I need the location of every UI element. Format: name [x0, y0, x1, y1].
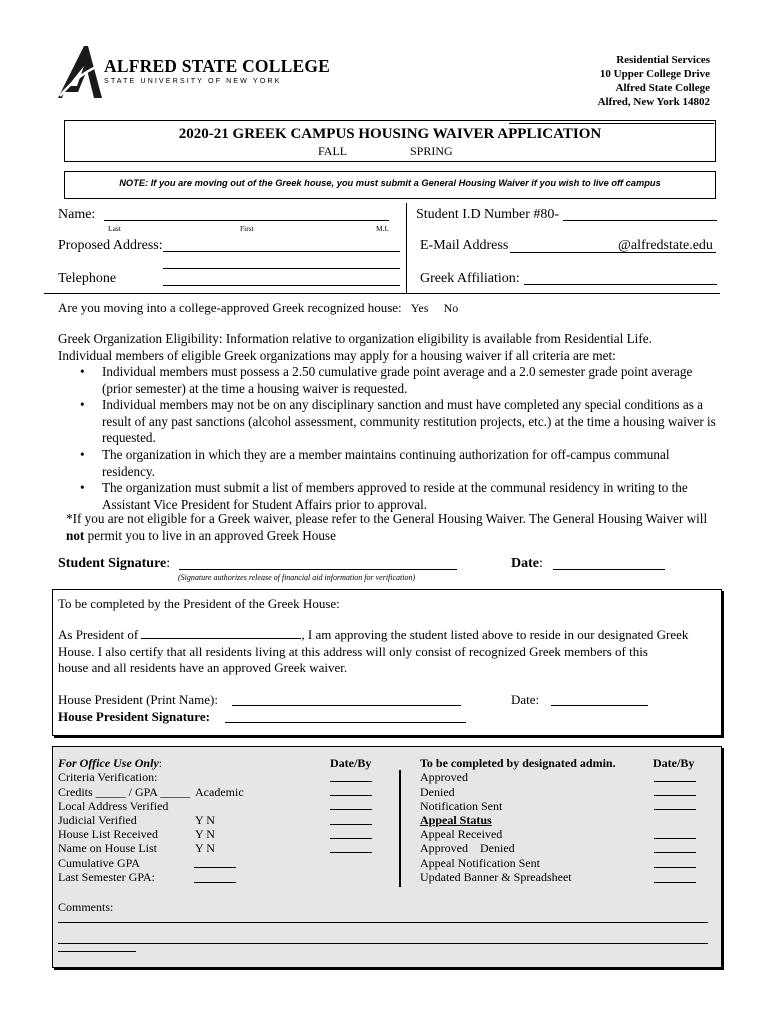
- dateby-field[interactable]: [654, 781, 696, 782]
- president-signature-label: House President Signature:: [58, 709, 210, 724]
- title-rule: [509, 123, 714, 124]
- updated-banner-label: Updated Banner & Spreadsheet: [420, 870, 572, 884]
- house-list-yn[interactable]: Y N: [195, 827, 215, 841]
- college-logo-mark-icon: [58, 46, 104, 98]
- president-date-field[interactable]: [551, 705, 648, 706]
- college-subtitle: STATE UNIVERSITY OF NEW YORK: [104, 76, 282, 85]
- eligibility-intro-line-1: Greek Organization Eligibility: Information relative to organization eligibility is available from Residential Life.: [58, 331, 652, 346]
- president-print-name-field[interactable]: [232, 705, 461, 706]
- form-title: 2020-21 GREEK CAMPUS HOUSING WAIVER APPLICATION: [178, 126, 602, 142]
- office-row-name-on-list: Name on House List: [58, 841, 157, 855]
- president-print-name-label: House President (Print Name):: [58, 692, 218, 707]
- proposed-address-label: Proposed Address:: [58, 238, 163, 253]
- dateby-header-right: Date/By: [653, 756, 695, 770]
- address-line-1: Residential Services: [616, 54, 710, 66]
- office-box-shadow: [722, 748, 724, 970]
- yes-label: Yes: [410, 301, 429, 315]
- dateby-field[interactable]: [654, 852, 696, 853]
- criteria-item: • The organization in which they are a member maintains continuing authorization for off-campus communal residency.: [80, 447, 720, 480]
- dateby-field[interactable]: [330, 795, 372, 796]
- dateby-field[interactable]: [330, 852, 372, 853]
- appeal-decision-options[interactable]: Approved Denied: [420, 841, 515, 855]
- greek-house-question: [58, 300, 458, 316]
- office-row-house-list: House List Received: [58, 827, 158, 841]
- spring-option[interactable]: [410, 144, 453, 159]
- first-label: First: [240, 224, 254, 233]
- spring-label: SPRING: [410, 144, 453, 158]
- telephone-field[interactable]: [163, 285, 400, 286]
- office-row-last-semester-gpa: Last Semester GPA:: [58, 870, 155, 884]
- office-use-title: For Office Use Only:: [58, 756, 163, 770]
- greek-house-name-field[interactable]: [141, 627, 301, 639]
- dateby-field[interactable]: [654, 809, 696, 810]
- criteria-item: • The organization must submit a list of members approved to reside at the communal residency in writing to the Assistant Vice President for Student Affairs prior to approval.: [80, 480, 720, 513]
- name-on-list-yn[interactable]: Y N: [195, 841, 215, 855]
- judicial-yn[interactable]: Y N: [195, 813, 215, 827]
- email-label: E-Mail Address: [420, 238, 509, 253]
- info-divider: [406, 203, 407, 293]
- admin-heading: To be completed by designated admin.: [420, 756, 616, 770]
- office-row-judicial: Judicial Verified: [58, 813, 137, 827]
- no-label: No: [443, 301, 459, 315]
- office-row-credits: Credits _____ / GPA _____: [58, 785, 191, 799]
- note-text: NOTE: If you are moving out of the Greek house, you must submit a General Housing Waiver if you wish to live off campus: [119, 178, 661, 188]
- student-id-field[interactable]: [563, 220, 717, 221]
- question-text: Are you moving into a college-approved Greek recognized house:: [58, 300, 402, 315]
- denied-option[interactable]: Denied: [420, 785, 455, 799]
- comments-line[interactable]: [58, 951, 136, 952]
- office-row-local-address: Local Address Verified: [58, 799, 169, 813]
- eligibility-intro-line-2: Individual members of eligible Greek organizations may apply for a housing waiver if all criteria are met:: [58, 347, 616, 363]
- president-heading: To be completed by the President of the Greek House:: [58, 596, 340, 611]
- appeal-notification-option[interactable]: Appeal Notification Sent: [420, 856, 540, 870]
- academic-option[interactable]: Academic: [195, 785, 244, 799]
- criteria-item: • Individual members must possess a 2.50 cumulative grade point average and a 2.0 semester grade point average (prior semester) at the time a housing waiver is requested.: [80, 364, 720, 397]
- appeal-status-heading: Appeal Status: [420, 813, 492, 827]
- dateby-field[interactable]: [654, 882, 696, 883]
- office-row-cumulative-gpa: Cumulative GPA: [58, 856, 140, 870]
- address-line-3: Alfred State College: [615, 82, 710, 94]
- cumulative-gpa-field[interactable]: [194, 867, 236, 868]
- student-id-label: Student I.D Number #80-: [416, 207, 560, 222]
- last-label: Last: [108, 224, 121, 233]
- office-row-criteria: Criteria Verification:: [58, 770, 158, 784]
- appeal-received-option[interactable]: Appeal Received: [420, 827, 503, 841]
- dateby-field[interactable]: [654, 867, 696, 868]
- greek-affiliation-label: Greek Affiliation:: [420, 271, 520, 286]
- dateby-field[interactable]: [654, 838, 696, 839]
- footnote-post: permit you to live in an approved Greek House: [84, 527, 336, 543]
- telephone-label: Telephone: [58, 271, 117, 286]
- approved-option[interactable]: Approved: [420, 770, 468, 784]
- eligibility-footnote: [66, 511, 726, 544]
- dateby-header-left: Date/By: [330, 756, 372, 770]
- mi-label: M.I.: [376, 224, 389, 233]
- comments-line[interactable]: [58, 943, 708, 944]
- office-address: [598, 53, 710, 109]
- last-semester-gpa-field[interactable]: [194, 882, 236, 883]
- dateby-field[interactable]: [330, 824, 372, 825]
- dateby-field[interactable]: [330, 838, 372, 839]
- dateby-field[interactable]: [330, 781, 372, 782]
- comments-line[interactable]: [58, 922, 708, 923]
- notification-sent-option[interactable]: Notification Sent: [420, 799, 503, 813]
- greek-affiliation-field[interactable]: [524, 284, 717, 285]
- footnote-bold: not: [66, 527, 85, 543]
- president-signature-field[interactable]: [225, 722, 466, 723]
- info-bottom-rule: [44, 293, 720, 294]
- dateby-field[interactable]: [654, 795, 696, 796]
- student-signature-label: Student Signature:: [58, 556, 171, 571]
- email-domain: @alfredstate.edu: [618, 238, 713, 253]
- proposed-address-field-2[interactable]: [163, 268, 400, 269]
- name-label: Name:: [58, 207, 96, 222]
- college-name: ALFRED STATE COLLEGE: [104, 56, 331, 76]
- address-line-4: Alfred, New York 14802: [597, 96, 710, 108]
- name-field[interactable]: [104, 220, 389, 221]
- president-box-shadow: [54, 736, 724, 738]
- president-statement: As President of , I am approving the student listed above to reside in our designated Greek House. I also certify that all residents living at this address will only consist of recognized Greek members of this house and all residents have an approved Greek waiver.: [58, 627, 689, 676]
- president-box-shadow: [722, 591, 724, 738]
- criteria-item: • Individual members may not be on any disciplinary sanction and must have completed any special conditions as a result of any past sanctions (alcohol assessment, community restitution projects, etc.) at the time a housing waiver is requested.: [80, 397, 720, 447]
- signature-note: (Signature authorizes release of financial aid information for verification): [178, 573, 416, 582]
- eligibility-intro: [58, 331, 720, 364]
- proposed-address-field[interactable]: [163, 251, 400, 252]
- address-line-2: 10 Upper College Drive: [599, 68, 710, 80]
- signature-date-label: Date:: [511, 556, 543, 571]
- president-date-label: Date:: [511, 692, 540, 707]
- eligibility-criteria-list: [80, 364, 720, 513]
- dateby-field[interactable]: [330, 809, 372, 810]
- office-box-shadow: [54, 968, 724, 970]
- fall-label: FALL: [318, 144, 348, 158]
- signature-date-field[interactable]: [553, 569, 665, 570]
- student-signature-field[interactable]: [179, 569, 457, 570]
- comments-label: Comments:: [58, 900, 114, 914]
- footnote-pre: *If you are not eligible for a Greek waiver, please refer to the General Housing Waiver. The General Housing Waiver will: [66, 511, 708, 526]
- office-divider: [399, 770, 401, 887]
- fall-option[interactable]: [318, 144, 347, 159]
